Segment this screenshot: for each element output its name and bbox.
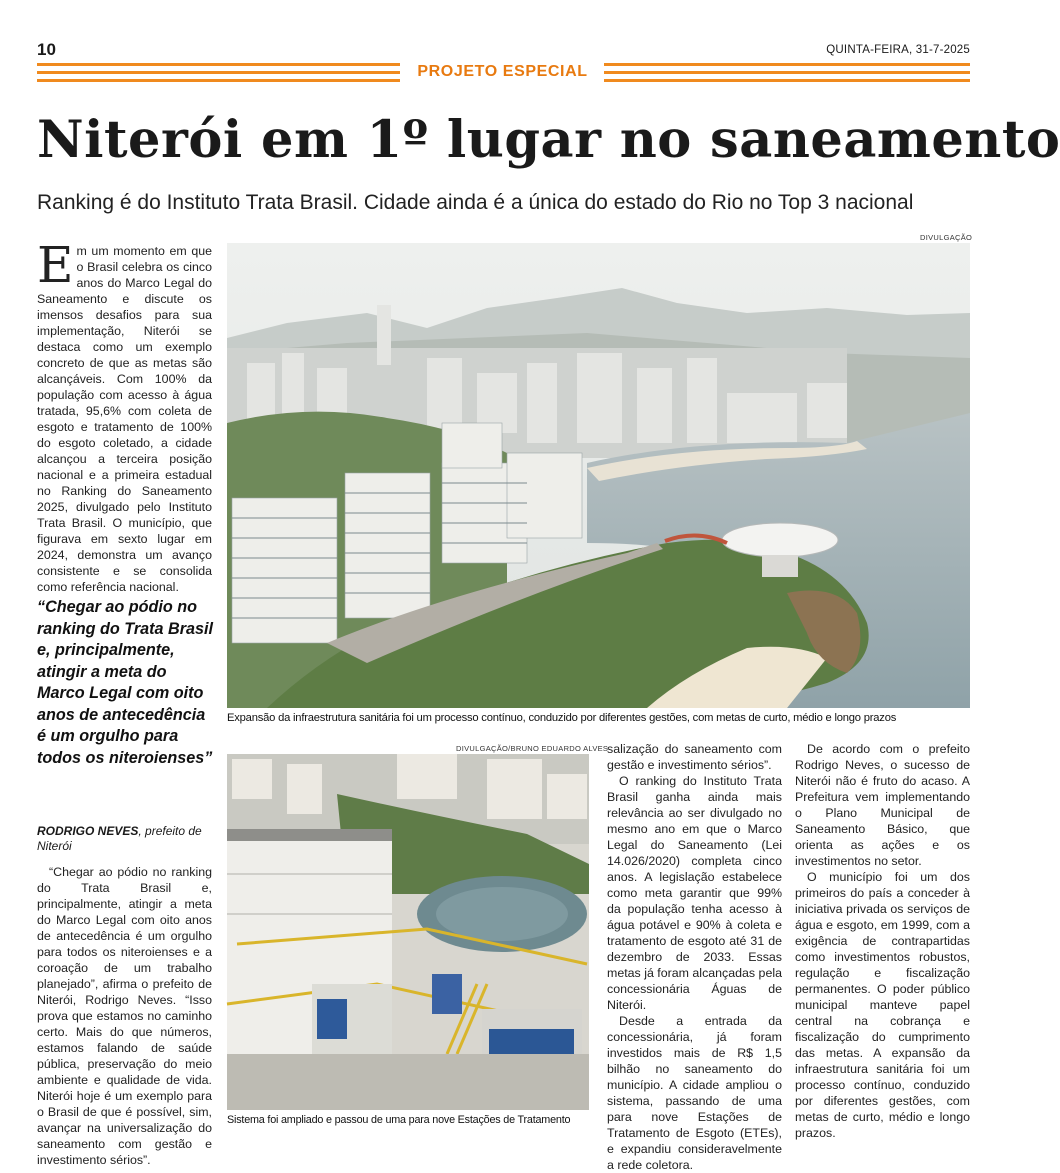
subheadline: Ranking é do Instituto Trata Brasil. Cidade ainda é a única do estado do Rio no Top 3 nacional [37,191,914,214]
lead-paragraph [37,236,212,595]
quote-author [37,824,217,854]
body-paragraph: O ranking do Instituto Trata Brasil ganha ainda mais relevância ao ser divulgado no mesmo ano em que o Marco Legal do Saneamento (Lei 14.026/2020) completa cinco anos. A legislação estabelece como meta garantir que 99% da população tenha acesso à água potável e 90% à coleta e tratamento de esgoto até 31 de dezembro de 2033. Essas metas já foram alcançadas pela concessionária Águas de Niterói. [607,774,782,1012]
treatment-plant-photo [227,754,589,1110]
quote-author-role: , prefeito de Niterói [37,824,202,853]
photo-credit-secondary: DIVULGAÇÃO/BRUNO EDUARDO ALVES [456,744,609,753]
drop-cap: E [37,236,74,294]
lead-text: m um momento em que o Brasil celebra os cinco anos do Marco Legal do Saneamento e discute os imensos desafios para sua implementação, Niterói se destaca como um exemplo concreto de que as metas são alcançáveis. Com 100% da população com acesso à água tratada, 95,6% com coleta de esgoto e tratamento de 100% do esgoto coletado, a cidade alcançou a terceira posição nacional e a primeira estadual no Ranking do Saneamento 2025, divulgado pelo Instituto Trata Brasil. O município, que figurava em sexto lugar em 2024, demonstra um avanço consistente e se consolida como referência nacional. [37,244,212,594]
body-paragraph: salização do saneamento com gestão e investimento sérios”. [607,742,782,772]
body-column-2 [607,741,782,1173]
body-paragraph: “Chegar ao pódio no ranking do Trata Brasil e, principalmente, atingir a meta do Marco Legal com oito anos de antecedência é um orgulho para todos os niteroienses e a coroação de um trabalho planejado”, afirma o prefeito de Niterói, Rodrigo Neves. “Isso prova que estamos no caminho certo. Mais do que números, estamos falando de saúde pública, preservação do meio ambiente e qualidade de vida. Niterói hoje é um exemplo para o Brasil de que é possível, sim, avançar na universalização do saneamento com gestão e investimento sérios”. [37,865,212,1167]
page-number: 10 [37,40,56,59]
main-photo-caption: Expansão da infraestrutura sanitária foi um processo contínuo, conduzido por diferentes gestões, com metas de curto, médio e longo prazos [227,712,897,724]
main-photo-niteroi-aerial [227,243,970,708]
section-stripes-right [604,62,970,84]
quote-author-name: RODRIGO NEVES [37,824,139,838]
section-label: PROJETO ESPECIAL [417,63,588,80]
photo-credit-main: DIVULGAÇÃO [920,233,973,242]
body-column-3 [795,741,970,1141]
secondary-photo-caption: Sistema foi ampliado e passou de uma para nove Estações de Tratamento [227,1114,571,1126]
body-column-1 [37,864,212,1167]
pull-quote: “Chegar ao pódio no ranking do Trata Brasil e, principalmente, atingir a meta do Marco Legal com oito anos de antecedência é um orgulho para todos os niteroienses” [37,598,214,767]
body-paragraph: Desde a entrada da concessionária, já foram investidos mais de R$ 1,5 bilhão no saneamento do município. A cidade ampliou o sistema, passando de uma para nove Estações de Tratamento de Esgoto (ETEs), e expandiu consideravelmente a rede coletora. [607,1014,782,1172]
headline: Niterói em 1º lugar no saneamento [37,110,1060,170]
body-paragraph: O município foi um dos primeiros do país a conceder à iniciativa privada os serviços de água e esgoto, em 1999, com a exigência de contrapartidas como investimentos robustos, regulação e fiscalização permanentes. O poder público municipal manteve papel central na cobrança e fiscalização do cumprimento das metas. A expansão da infraestrutura sanitária foi um processo contínuo, conduzido por diferentes gestões, com metas de curto, médio e longo prazos. [795,870,970,1140]
body-paragraph: De acordo com o prefeito Rodrigo Neves, o sucesso de Niterói não é fruto do acaso. A Prefeitura vem implementando o Plano Municipal de Saneamento Básico, que orienta as ações e os investimentos no setor. [795,742,970,868]
publication-date: QUINTA-FEIRA, 31-7-2025 [826,44,970,56]
section-stripes-left [37,62,400,84]
